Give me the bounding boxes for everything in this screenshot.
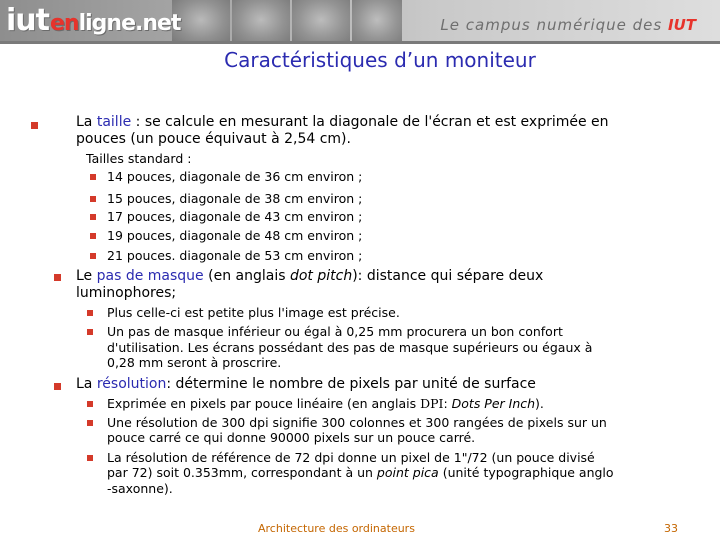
taille-line-2: pouces (un pouce équivaut à 2,54 cm).	[76, 131, 351, 147]
taille-item: 19 pouces, diagonale de 48 cm environ ;	[107, 228, 363, 243]
bullet-icon	[87, 420, 93, 426]
banner-tagline: Le campus numérique des IUT	[440, 16, 696, 34]
taille-item: 14 pouces, diagonale de 36 cm environ ;	[107, 169, 363, 184]
resolution-item: pouce carré ce qui donne 90000 pixels sur un pouce carré.	[107, 430, 476, 445]
bullet-icon	[87, 455, 93, 461]
pas-item: 0,28 mm seront à proscrire.	[107, 355, 282, 370]
banner-photo	[352, 0, 402, 44]
page-number: 33	[664, 522, 678, 535]
taille-line-1: La taille : se calcule en mesurant la diagonale de l'écran et est exprimée en	[76, 114, 609, 130]
bullet-icon	[87, 310, 93, 316]
pas-item: d'utilisation. Les écrans possédant des pas de masque supérieurs ou égaux à	[107, 340, 593, 355]
header-banner	[0, 0, 720, 44]
pas-item: Plus celle-ci est petite plus l'image est précise.	[107, 305, 400, 320]
pas-line-2: luminophores;	[76, 285, 177, 301]
resolution-item: Exprimée en pixels par pouce linéaire (en anglais DPI: Dots Per Inch).	[107, 396, 544, 411]
banner-photo	[172, 0, 230, 44]
taille-item: 21 pouces. diagonale de 53 cm environ ;	[107, 248, 363, 263]
bullet-icon	[31, 122, 38, 129]
banner-photo	[232, 0, 290, 44]
bullet-icon	[90, 253, 96, 259]
bullet-icon	[90, 196, 96, 202]
banner-photo	[292, 0, 350, 44]
resolution-item: La résolution de référence de 72 dpi donne un pixel de 1"/72 (un pouce divisé	[107, 450, 595, 465]
slide-title: Caractéristiques d’un moniteur	[224, 48, 536, 72]
taille-item: 17 pouces, diagonale de 43 cm environ ;	[107, 209, 363, 224]
bullet-icon	[87, 401, 93, 407]
taille-sub-heading: Tailles standard :	[86, 151, 192, 166]
pas-item: Un pas de masque inférieur ou égal à 0,25 mm procurera un bon confort	[107, 324, 563, 339]
bullet-icon	[90, 233, 96, 239]
banner-divider	[0, 41, 720, 44]
bullet-icon	[54, 383, 61, 390]
bullet-icon	[90, 174, 96, 180]
footer-title: Architecture des ordinateurs	[258, 522, 415, 535]
bullet-icon	[54, 274, 61, 281]
resolution-item: par 72) soit 0.353mm, correspondant à un point pica (unité typographique anglo	[107, 465, 614, 480]
taille-item: 15 pouces, diagonale de 38 cm environ ;	[107, 191, 363, 206]
pas-line-1: Le pas de masque (en anglais dot pitch): distance qui sépare deux	[76, 268, 544, 284]
bullet-icon	[87, 329, 93, 335]
iut-logo: iutenligne.net	[6, 3, 181, 38]
resolution-item: Une résolution de 300 dpi signifie 300 colonnes et 300 rangées de pixels sur un	[107, 415, 607, 430]
bullet-icon	[90, 214, 96, 220]
resolution-line-1: La résolution: détermine le nombre de pixels par unité de surface	[76, 376, 536, 392]
resolution-item: -saxonne).	[107, 481, 173, 496]
